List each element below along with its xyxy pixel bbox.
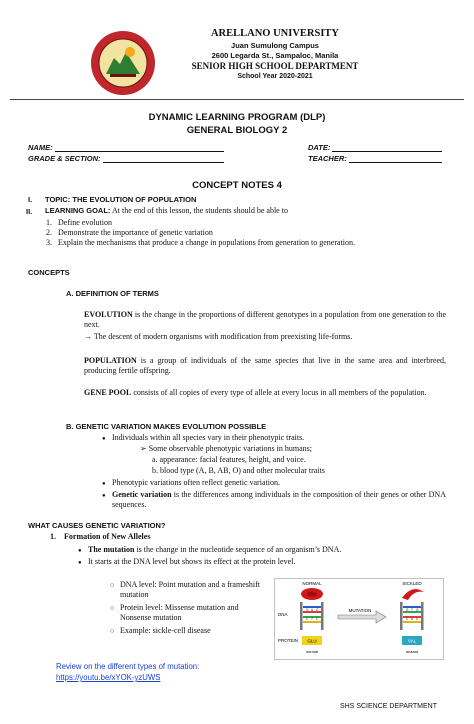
- campus-name: Juan Sumulong Campus: [231, 41, 319, 50]
- goal-list: [46, 218, 458, 248]
- dna-normal-base: G: [316, 608, 319, 612]
- date-label: DATE:: [308, 143, 331, 152]
- list-item: ○ Example: sickle-cell disease: [120, 626, 268, 636]
- arrow-bullet-icon: ➢: [140, 444, 147, 453]
- teacher-input-line[interactable]: [349, 155, 442, 163]
- list-item: ● It starts at the DNA level but shows its effect at the protein level.: [88, 557, 448, 567]
- goal-item: 2. Demonstrate the importance of genetic variation: [46, 228, 213, 237]
- gene-pool-definition: GENE POOL consists of all copies of every type of allele at every locus in all members of the population.: [84, 388, 427, 397]
- department-name: SENIOR HIGH SCHOOL DEPARTMENT: [191, 61, 359, 71]
- list-item: ● Genetic variation is the differences among individuals in the composition of their genes or other DNA sequences.: [112, 490, 446, 510]
- mutation-term: The mutation: [88, 545, 135, 554]
- population-definition: POPULATION is a group of individuals of the same species that live in the same area and interbreed, producing fertile offspring.: [84, 356, 446, 375]
- what-causes-heading: WHAT CAUSES GENETIC VARIATION?: [28, 521, 166, 530]
- learning-goal-text: At the end of this lesson, the students should be able to: [110, 206, 288, 215]
- goal-item: 1. Define evolution: [46, 218, 112, 227]
- formation-heading: 1. Formation of New Alleles: [50, 532, 151, 541]
- name-field: [28, 143, 224, 152]
- dna-normal-base: C: [306, 617, 309, 621]
- normal-rbc-icon: [301, 588, 323, 600]
- list-item: ● The mutation is the change in the nucleotide sequence of an organism’s DNA.: [88, 545, 448, 555]
- topic-number: I.: [28, 195, 33, 204]
- concept-notes-title: CONCEPT NOTES 4: [192, 180, 282, 191]
- program-title: DYNAMIC LEARNING PROGRAM (DLP): [148, 112, 326, 123]
- gene-pool-term: GENE POOL: [84, 388, 132, 397]
- university-seal-logo: [90, 30, 156, 96]
- dna-normal-base: G: [306, 608, 309, 612]
- dna-normal-base: A: [311, 608, 314, 612]
- grade-section-input-line[interactable]: [103, 155, 224, 163]
- topic-text: TOPIC: THE EVOLUTION OF POPULATION: [45, 195, 197, 204]
- evolution-note: → The descent of modern organisms with modification from preexisting life-forms.: [84, 332, 353, 341]
- grade-section-label: GRADE & SECTION:: [28, 154, 101, 163]
- dna-mutant-base: C: [406, 617, 409, 621]
- list-item: ○ Protein level: Missense mutation and Nonsense mutation: [120, 603, 268, 623]
- figure-glu-label: GLU: [307, 638, 317, 644]
- section-a-heading: A. DEFINITION OF TERMS: [66, 289, 159, 298]
- footer-department: SHS SCIENCE DEPARTMENT: [340, 703, 437, 710]
- name-label: NAME:: [28, 143, 53, 152]
- list-item: b. blood type (A, B, AB, O) and other molecular traits: [152, 466, 325, 475]
- teacher-field: [308, 154, 442, 163]
- figure-mutant-small: mutant: [405, 649, 419, 654]
- figure-normal-small: normal: [305, 649, 319, 654]
- date-field: [308, 143, 442, 152]
- sickle-cell-mutation-figure: [274, 578, 444, 660]
- list-item: ○ DNA level: Point mutation and a frameshift mutation: [120, 580, 268, 600]
- population-term: POPULATION: [84, 356, 137, 365]
- section-b-heading: B. GENETIC VARIATION MAKES EVOLUTION POSSIBLE: [66, 422, 267, 431]
- header-divider: [10, 99, 464, 100]
- dna-normal-base: T: [311, 617, 313, 621]
- name-input-line[interactable]: [55, 144, 224, 152]
- figure-dna-label: DNA: [278, 612, 288, 617]
- dna-mutant-base: A: [411, 617, 414, 621]
- figure-protein-label: PROTEIN: [278, 638, 299, 643]
- learning-goal: [45, 206, 455, 216]
- youtube-link[interactable]: https://youtu.be/xYOK-yzUWS: [56, 673, 161, 682]
- concepts-label: CONCEPTS: [28, 268, 70, 277]
- figure-val-label: VAL: [407, 638, 417, 644]
- campus-address: 2600 Legarda St., Sampaloc, Manila: [211, 51, 339, 60]
- school-year: School Year 2020-2021: [237, 73, 313, 80]
- university-name: ARELLANO UNIVERSITY: [210, 28, 340, 39]
- review-text: Review on the different types of mutation:: [56, 662, 200, 671]
- goal-number: II.: [26, 207, 33, 216]
- learning-goal-label: LEARNING GOAL:: [45, 206, 111, 215]
- genetic-variation-term: Genetic variation: [112, 490, 172, 499]
- list-item: a. appearance: facial features, height, and voice.: [152, 455, 306, 464]
- dna-normal-base: C: [316, 617, 319, 621]
- grade-section-field: [28, 154, 224, 163]
- evolution-term: EVOLUTION: [84, 310, 133, 319]
- goal-item: 3. Explain the mechanisms that produce a change in populations from generation to generation.: [46, 238, 356, 247]
- dna-mutant-base: G: [416, 608, 419, 612]
- figure-mutation-label: MUTATION: [348, 608, 372, 613]
- list-item: ➢ Some observable phenotypic variations in humans;: [140, 444, 313, 453]
- dna-mutant-base: T: [411, 608, 413, 612]
- dna-mutant-base: C: [416, 617, 419, 621]
- dna-mutant-base: G: [406, 608, 409, 612]
- date-input-line[interactable]: [332, 144, 442, 152]
- figure-sickled-label: SICKLED: [402, 581, 422, 586]
- evolution-definition: EVOLUTION is the change in the proportions of different genotypes in a population from one generation to the next.: [84, 310, 446, 329]
- list-item: ● Individuals within all species vary in their phenotypic traits.: [112, 433, 446, 443]
- figure-normal-label: NORMAL: [302, 581, 322, 586]
- subject-title: GENERAL BIOLOGY 2: [186, 125, 288, 136]
- teacher-label: TEACHER:: [308, 154, 347, 163]
- list-item: ● Phenotypic variations often reflect genetic variation.: [112, 478, 446, 488]
